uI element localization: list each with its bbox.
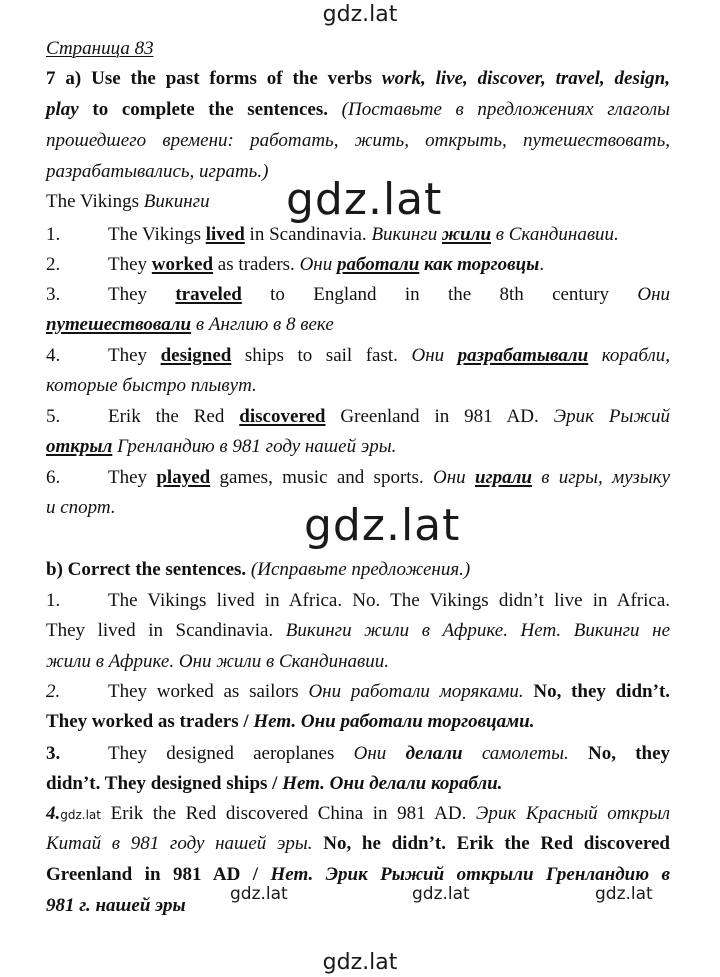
task-b-item-2-cont: They worked as traders / Нет. Они работали торговцами. — [46, 711, 535, 732]
task-a-heading-line-3: прошедшего времени: работать, жить, открыть, путешествовать, — [46, 130, 670, 151]
page-label: Страница 83 — [46, 38, 154, 59]
task-b-item-4-cont-2: Greenland in 981 AD / Нет. Эрик Рыжий открыли Гренландию в — [46, 864, 671, 885]
task-b-item-1-cont-2: жили в Африке. Они жили в Скандинавии. — [46, 651, 390, 672]
watermark-bottom: gdz.lat — [322, 950, 398, 975]
task-a-item-5-cont: открыл Гренландию в 981 году нашей эры. — [46, 436, 397, 457]
task-b-item-3-cont: didn’t. They designed ships / Нет. Они делали корабли. — [46, 773, 503, 794]
task-a-item-3-cont: путешествовали в Англию в 8 веке — [46, 314, 334, 335]
watermark-large-2: gdz.lat — [304, 500, 461, 551]
task-b-item-4-cont-3: 981 г. нашей эры — [46, 895, 186, 916]
task-b-heading: b) Correct the sentences. (Исправьте предложения.) — [46, 559, 471, 580]
task-a-item-3: 3. They traveled to England in the 8th century Они — [46, 284, 671, 305]
task-a-item-4-cont: которые быстро плывут. — [46, 375, 257, 396]
watermark-top: gdz.lat — [322, 2, 398, 27]
task-a-item-6: 6. They played games, music and sports. Они играли в игры, музыку — [46, 467, 671, 488]
task-b-item-2: 2. They worked as sailors Они работали моряками. No, they didn’t. — [46, 681, 671, 702]
watermark-inline: gdz.lat — [60, 808, 101, 822]
task-a-item-2: 2. They worked as traders. Они работали как торговцы. — [46, 254, 545, 275]
watermark-small-3: gdz.lat — [595, 884, 653, 904]
task-a-item-6-cont: и спорт. — [46, 497, 116, 518]
watermark-large-1: gdz.lat — [286, 174, 443, 225]
task-b-item-1: 1. The Vikings lived in Africa. No. The Vikings didn’t live in Africa. — [46, 590, 670, 611]
task-a-subtitle: The Vikings Викинги — [46, 191, 210, 212]
task-a-item-1: 1. The Vikings lived in Scandinavia. Викинги жили в Скандинавии. — [46, 224, 619, 245]
task-a-item-5: 5. Erik the Red discovered Greenland in 981 AD. Эрик Рыжий — [46, 406, 671, 427]
task-a-heading-line-1: 7 a) Use the past forms of the verbs work, live, discover, travel, design, — [46, 68, 670, 89]
watermark-small-1: gdz.lat — [230, 884, 288, 904]
task-b-item-4: 4.gdz.lat Erik the Red discovered China in 981 AD. Эрик Красный открыл — [46, 803, 671, 824]
task-b-item-1-cont: They lived in Scandinavia. Викинги жили в Африке. Нет. Викинги не — [46, 620, 671, 641]
task-b-item-3: 3. They designed aeroplanes Они делали самолеты. No, they — [46, 743, 671, 764]
task-a-heading-line-4: разрабатывались, играть.) — [46, 161, 269, 182]
task-a-heading-line-2: play to complete the sentences. (Поставьте в предложениях глаголы — [46, 99, 671, 120]
task-b-item-4-cont: Китай в 981 году нашей эры. No, he didn’t. Erik the Red discovered — [46, 833, 670, 854]
task-a-item-4: 4. They designed ships to sail fast. Они разрабатывали корабли, — [46, 345, 671, 366]
watermark-small-2: gdz.lat — [412, 884, 470, 904]
